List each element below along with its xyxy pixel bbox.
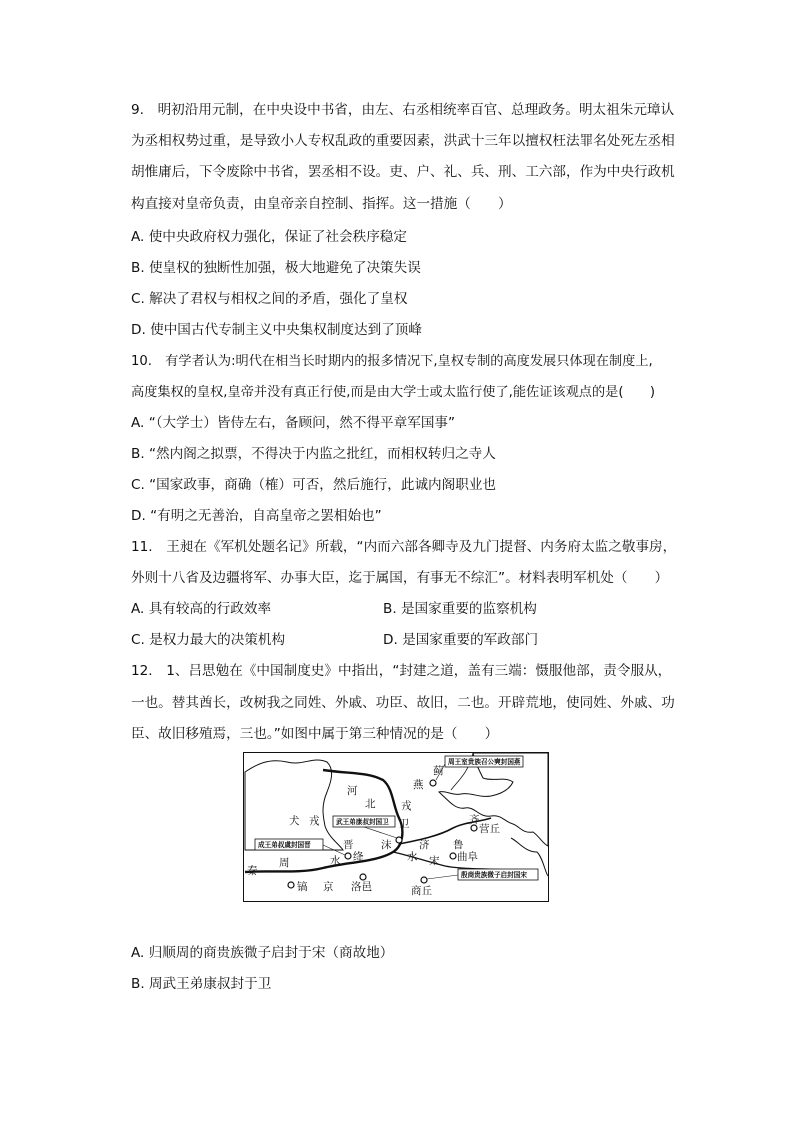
label-shangqiu: 商丘 — [411, 885, 432, 897]
q10-option-c: C. “国家政事，商确（榷）可否，然后施行，此诚内阁职业也 — [131, 477, 497, 493]
q11-option-a: A. 具有较高的行政效率 — [131, 601, 272, 617]
label-qi: 齐 — [469, 814, 480, 826]
label-bei: 北 — [365, 798, 376, 810]
q12-option-b: B. 周武王弟康叔封于卫 — [131, 976, 272, 992]
shangqiu-dot — [421, 877, 427, 883]
label-ji2: 济 — [419, 839, 430, 851]
jin-callout-text: 成王弟叔虞封国晋 — [258, 841, 311, 849]
label-zhou: 周 — [279, 857, 290, 869]
haojing-dot — [288, 882, 294, 888]
ji-dot — [430, 780, 436, 786]
label-qin: 秦 — [247, 865, 258, 877]
q12-line-3: 臣、故旧移殖焉，三也。”如图中属于第三种情况的是（ ） — [131, 726, 499, 742]
map-svg — [243, 752, 549, 902]
q11-line-2: 外则十八省及边疆将军、办事大臣，迄于属国，有事无不综汇”。材料表明军机处（ ） — [131, 570, 669, 586]
q10-line-2: 高度集权的皇权,皇帝并没有真正行使,而是由大学士或太监行使了,能佐证该观点的是( ) — [131, 385, 655, 400]
label-jing: 京 — [323, 881, 334, 893]
zhou-fengfang-map — [243, 752, 549, 902]
q9-option-d: D. 使中国古代专制主义中央集权制度达到了顶峰 — [131, 322, 422, 338]
q9-option-a: A. 使中央政府权力强化，保证了社会秩序稳定 — [131, 229, 407, 245]
label-song: 宋 — [429, 855, 440, 867]
song-callout-text: 殷商贵族微子启封国宋 — [461, 871, 527, 879]
label-yingqiu: 营丘 — [479, 823, 500, 835]
q10-line-1: 10. 有学者认为:明代在相当长时期内的报多情况下,皇权专制的高度发展只体现在制度上, — [131, 354, 653, 369]
q10-option-d: D. “有明之无善治，自高皇帝之罢相始也” — [131, 508, 382, 524]
q11-option-b: B. 是国家重要的监察机构 — [383, 601, 537, 617]
label-ji: 蓟 — [433, 765, 444, 777]
q9-option-b: B. 使皇权的独断性加强，极大地避免了决策失误 — [131, 260, 421, 276]
q10-option-a: A. “（大学士）皆侍左右，备顾问，然不得平章军国事” — [131, 415, 456, 431]
label-lu: 鲁 — [453, 839, 464, 851]
q12-line-1: 12. 1、吕思勉在《中国制度史》中指出，“封建之道，盖有三端：慑服他部，责令服从， — [131, 663, 672, 679]
jiang-dot — [345, 853, 351, 859]
q9-line-3: 胡惟庸后，下令废除中书省，罢丞相不设。吏、户、礼、兵、刑、工六部，作为中央行政机 — [131, 164, 675, 180]
q11-line-1: 11. 王昶在《军机处题名记》所载，“内而六部各卿寺及九门提督、内务府太监之敬事房， — [131, 539, 677, 555]
label-jiang: 绛 — [353, 851, 364, 863]
luoyi-dot — [360, 874, 366, 880]
q11-option-d: D. 是国家重要的军政部门 — [383, 632, 539, 648]
q9-line-1: 9. 明初沿用元制，在中央设中书省，由左、右丞相统率百官、总理政务。明太祖朱元璋认 — [131, 102, 675, 118]
q9-line-4: 构直接对皇帝负责，由皇帝亲自控制、指挥。这一措施（ ） — [131, 196, 512, 212]
label-quan: 犬 — [289, 815, 300, 827]
label-wei: 卫 — [399, 818, 410, 830]
label-hao: 镐 — [297, 881, 308, 893]
label-rong2: 戎 — [309, 815, 320, 827]
q9-option-c: C. 解决了君权与相权之间的矛盾，强化了皇权 — [131, 291, 408, 307]
q12-option-a: A. 归顺周的商贵族微子启封于宋（商故地） — [131, 945, 394, 961]
label-jin: 晋 — [343, 839, 354, 851]
label-yan: 燕 — [413, 779, 424, 791]
q10-option-b: B. “然内阁之拟票，不得决于内监之批红，而相权转归之寺人 — [131, 446, 496, 462]
label-shui: 水 — [407, 851, 418, 863]
label-mu: 水 — [330, 855, 341, 867]
q11-option-c: C. 是权力最大的决策机构 — [131, 632, 286, 648]
qufu-dot — [450, 853, 456, 859]
label-rong1: 戎 — [401, 800, 412, 812]
wei-callout-text: 武王弟康叔封国卫 — [336, 818, 389, 826]
label-he: 河 — [347, 785, 358, 797]
label-mo: 沫 — [381, 839, 392, 851]
q12-line-2: 一也。替其酋长，改树我之同姓、外戚、功臣、故旧，二也。开辟荒地，使同姓、外戚、功 — [131, 695, 675, 711]
label-luoyi: 洛邑 — [351, 881, 372, 893]
yan-callout-text: 周王室贵族召公奭封国燕 — [448, 758, 521, 766]
q9-line-2: 为丞相权势过重，是导致小人专权乱政的重要因素，洪武十三年以擅权枉法罪名处死左丞相 — [131, 133, 675, 149]
label-qufu: 曲阜 — [457, 851, 478, 863]
